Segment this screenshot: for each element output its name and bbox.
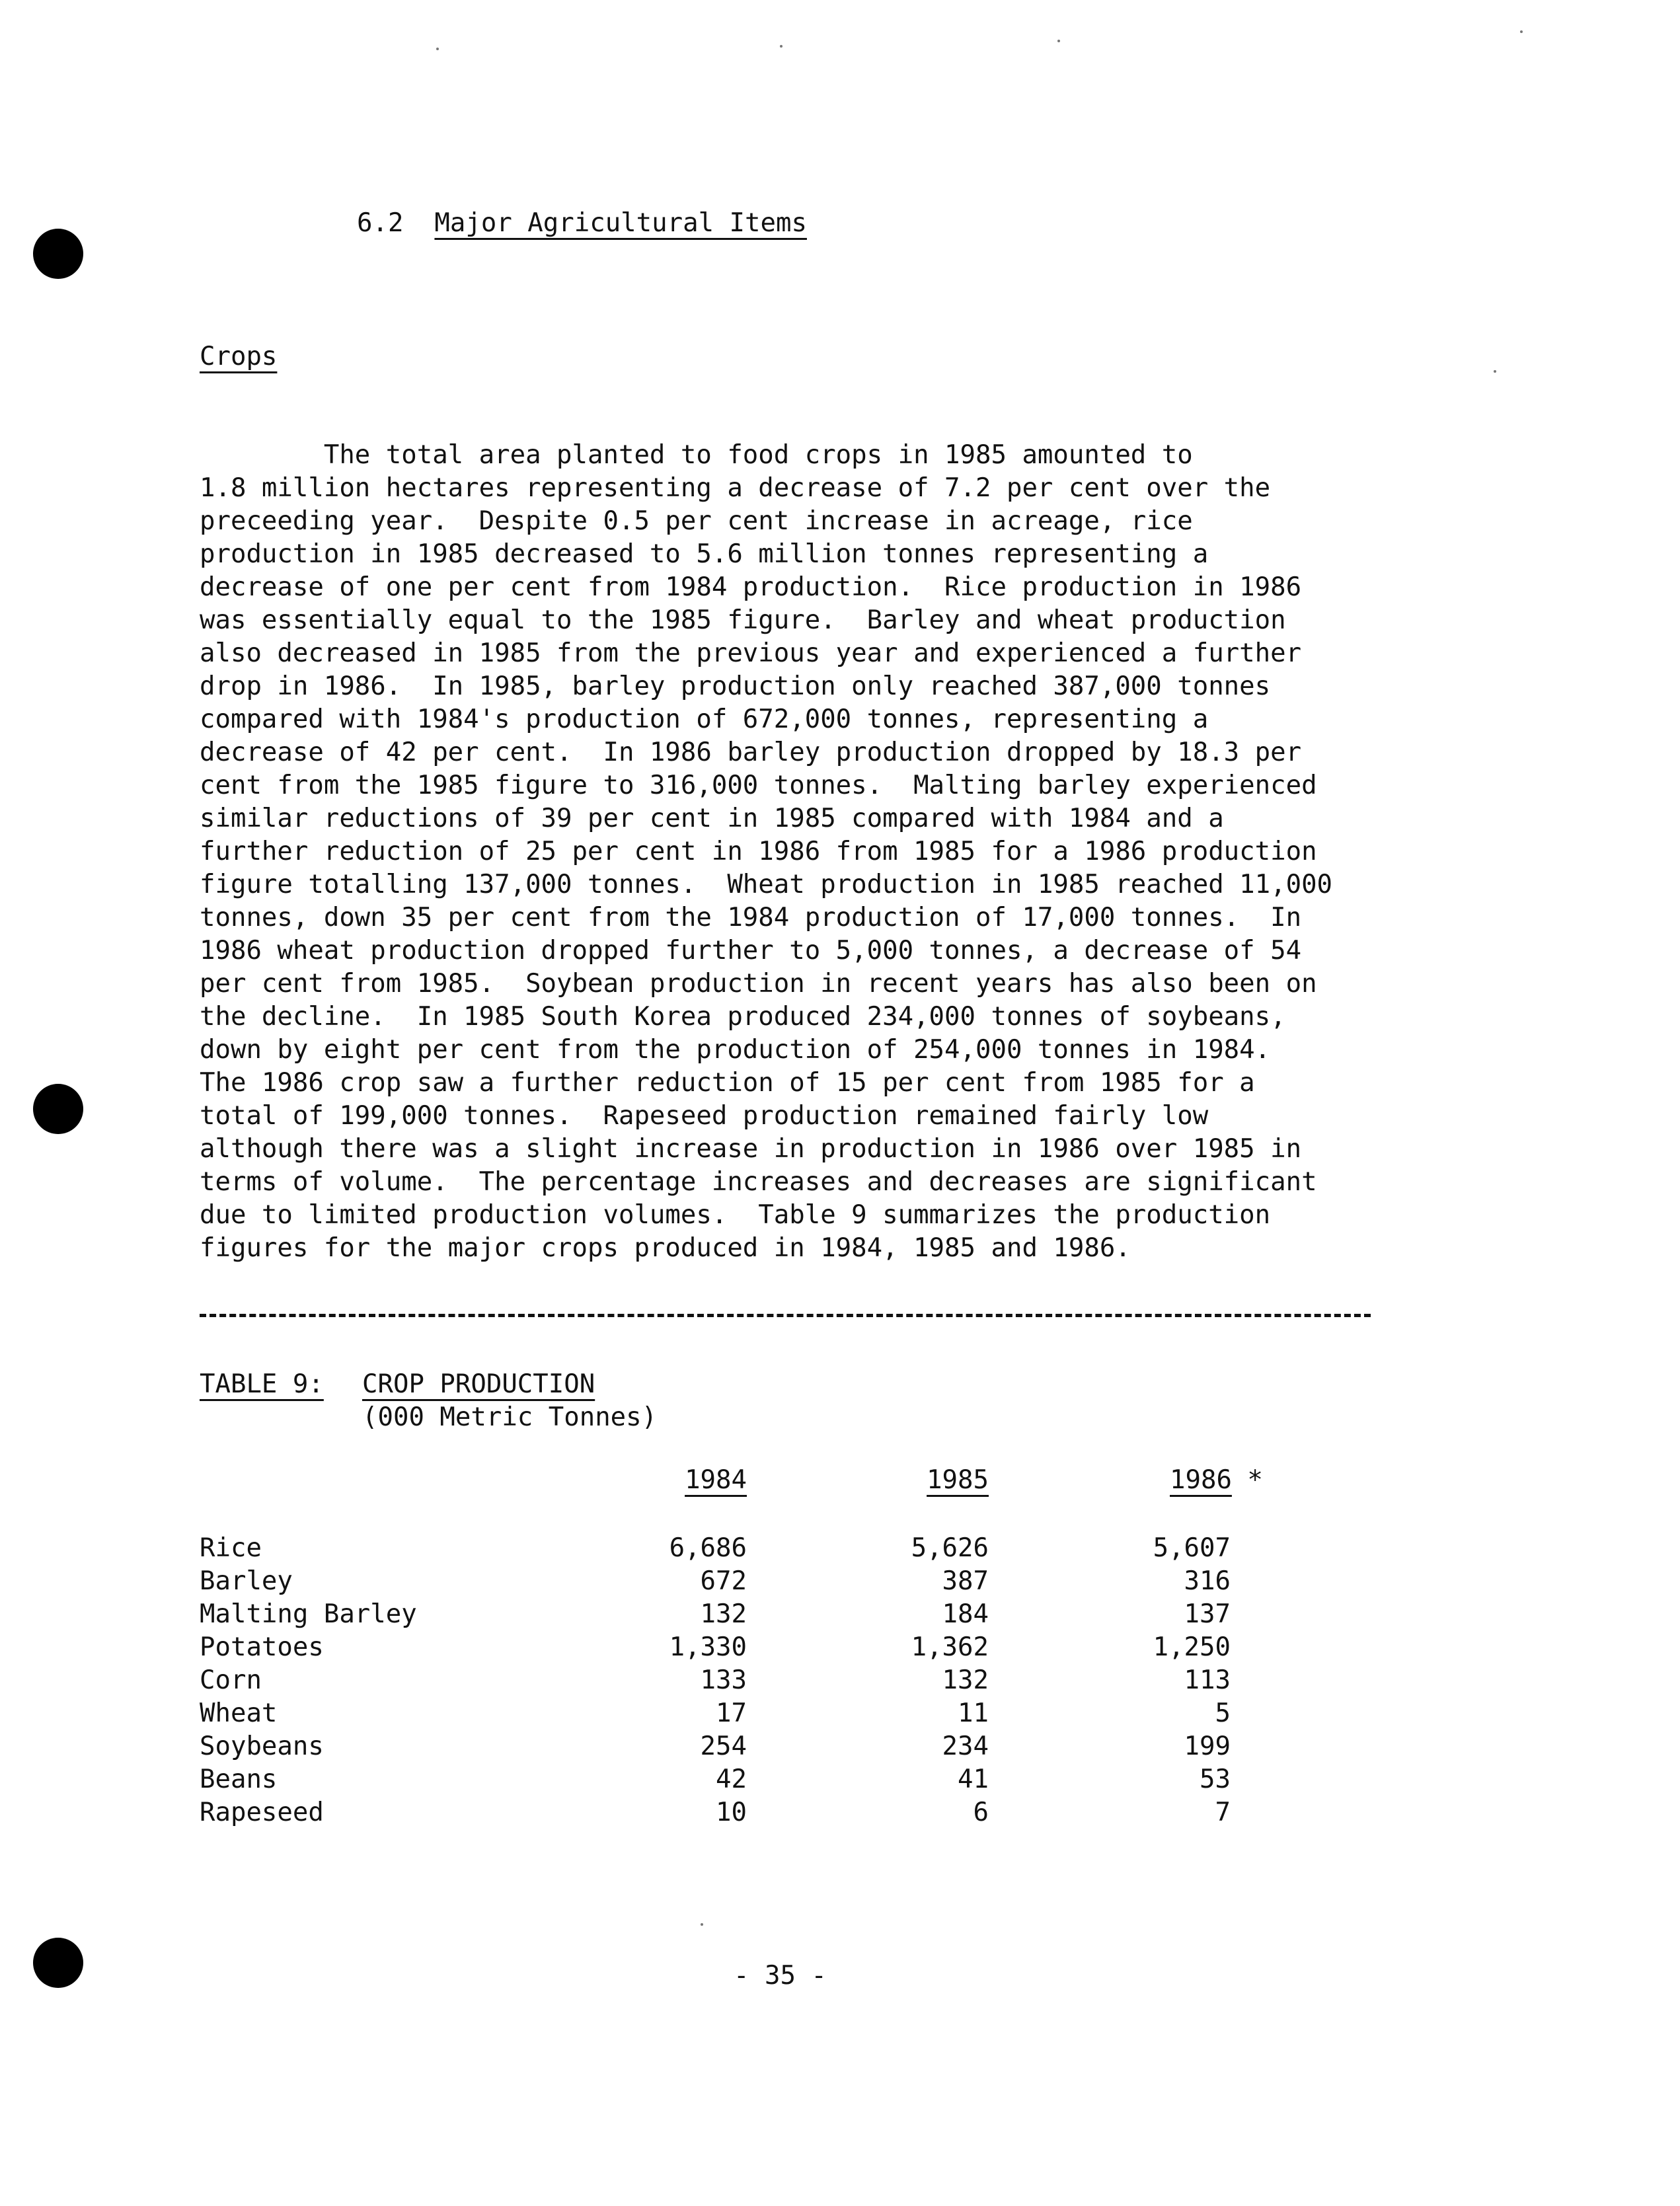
scan-speck	[780, 45, 783, 48]
body-line: per cent from 1985. Soybean production in recent years has also been on	[200, 969, 1317, 999]
crop-name: Soybeans	[200, 1731, 324, 1761]
body-line: similar reductions of 39 per cent in 1985 compared with 1984 and a	[200, 804, 1224, 833]
value-1984: 42	[716, 1765, 747, 1794]
body-line: 1.8 million hectares representing a decrease of 7.2 per cent over the	[200, 473, 1271, 503]
scan-speck	[701, 1923, 703, 1926]
body-line: production in 1985 decreased to 5.6 million tonnes representing a	[200, 539, 1209, 569]
table-row	[200, 1532, 1323, 1565]
value-1986: 5,607	[1153, 1533, 1231, 1563]
section-heading	[357, 206, 807, 241]
scan-speck	[1520, 30, 1523, 33]
table-row	[200, 1763, 1323, 1796]
column-header-1985: 1985	[927, 1465, 989, 1495]
binder-hole-bottom	[33, 1938, 83, 1988]
column-note-marker: *	[1247, 1465, 1263, 1495]
body-line: The 1986 crop saw a further reduction of 15 per cent from 1985 for a	[200, 1068, 1255, 1098]
page-number: - 35 -	[734, 1961, 827, 1991]
value-1984: 17	[716, 1698, 747, 1728]
scan-speck	[1494, 370, 1496, 373]
value-1984: 6,686	[669, 1533, 747, 1563]
table-label: TABLE 9:	[200, 1369, 324, 1399]
value-1984: 254	[700, 1731, 747, 1761]
body-line: was essentially equal to the 1985 figure. Barley and wheat production	[200, 605, 1286, 635]
value-1986: 316	[1184, 1566, 1231, 1596]
table-row	[200, 1796, 1323, 1829]
body-line: decrease of 42 per cent. In 1986 barley production dropped by 18.3 per	[200, 738, 1302, 767]
body-line: preceeding year. Despite 0.5 per cent increase in acreage, rice	[200, 506, 1193, 536]
body-line: terms of volume. The percentage increases and decreases are significant	[200, 1167, 1317, 1197]
crop-name: Wheat	[200, 1698, 278, 1728]
table-row	[200, 1697, 1323, 1730]
crop-name: Barley	[200, 1566, 293, 1596]
crop-name: Rapeseed	[200, 1798, 324, 1827]
body-line: down by eight per cent from the production of 254,000 tonnes in 1984.	[200, 1035, 1271, 1065]
binder-hole-middle	[33, 1084, 83, 1134]
crop-name: Malting Barley	[200, 1599, 417, 1629]
value-1985: 387	[942, 1566, 989, 1596]
body-line: compared with 1984's production of 672,000 tonnes, representing a	[200, 704, 1209, 734]
body-line: further reduction of 25 per cent in 1986 from 1985 for a 1986 production	[200, 837, 1317, 866]
value-1984: 672	[700, 1566, 747, 1596]
crop-production-table	[200, 1532, 1323, 1829]
value-1985: 5,626	[911, 1533, 989, 1563]
body-line: total of 199,000 tonnes. Rapeseed production remained fairly low	[200, 1101, 1209, 1131]
table-title: CROP PRODUCTION	[362, 1369, 595, 1399]
body-line: The total area planted to food crops in 1985 amounted to	[200, 440, 1193, 470]
table-row	[200, 1730, 1323, 1763]
value-1984: 1,330	[669, 1632, 747, 1662]
table-row	[200, 1565, 1323, 1598]
column-header-1984: 1984	[685, 1465, 747, 1495]
crop-name: Beans	[200, 1765, 278, 1794]
value-1986: 1,250	[1153, 1632, 1231, 1662]
value-1986: 199	[1184, 1731, 1231, 1761]
value-1984: 10	[716, 1798, 747, 1827]
column-header-1986: 1986 *	[1170, 1465, 1263, 1495]
body-line: 1986 wheat production dropped further to 5,000 tonnes, a decrease of 54	[200, 936, 1302, 966]
body-line: figure totalling 137,000 tonnes. Wheat production in 1985 reached 11,000	[200, 870, 1333, 899]
crop-name: Rice	[200, 1533, 262, 1563]
value-1985: 234	[942, 1731, 989, 1761]
body-line: figures for the major crops produced in 1984, 1985 and 1986.	[200, 1233, 1131, 1263]
table-row	[200, 1664, 1323, 1697]
value-1985: 6	[973, 1798, 989, 1827]
body-line: also decreased in 1985 from the previous year and experienced a further	[200, 638, 1302, 668]
body-line: cent from the 1985 figure to 316,000 tonnes. Malting barley experienced	[200, 771, 1317, 800]
value-1985: 41	[958, 1765, 989, 1794]
table-row	[200, 1598, 1323, 1631]
binder-hole-top	[33, 229, 83, 279]
body-line: the decline. In 1985 South Korea produced 234,000 tonnes of soybeans,	[200, 1002, 1286, 1032]
value-1985: 1,362	[911, 1632, 989, 1662]
value-1985: 132	[942, 1665, 989, 1695]
table-row	[200, 1631, 1323, 1664]
value-1986: 7	[1215, 1798, 1231, 1827]
value-1986: 53	[1200, 1765, 1231, 1794]
section-number: 6.2	[357, 208, 404, 238]
value-1986: 113	[1184, 1665, 1231, 1695]
value-1985: 11	[958, 1698, 989, 1728]
value-1984: 132	[700, 1599, 747, 1629]
value-1986: 137	[1184, 1599, 1231, 1629]
table-unit: (000 Metric Tonnes)	[362, 1402, 658, 1432]
scan-speck	[436, 48, 439, 50]
value-1986: 5	[1215, 1698, 1231, 1728]
dashed-divider	[200, 1314, 1371, 1317]
scan-speck	[1057, 40, 1060, 42]
body-line: decrease of one per cent from 1984 production. Rice production in 1986	[200, 572, 1302, 602]
body-line: drop in 1986. In 1985, barley production only reached 387,000 tonnes	[200, 671, 1271, 701]
crop-name: Corn	[200, 1665, 262, 1695]
subheading-crops: Crops	[200, 342, 278, 371]
body-line: although there was a slight increase in production in 1986 over 1985 in	[200, 1134, 1302, 1164]
value-1985: 184	[942, 1599, 989, 1629]
body-paragraph	[200, 439, 1402, 1265]
body-line: due to limited production volumes. Table 9 summarizes the production	[200, 1200, 1271, 1230]
section-title: Major Agricultural Items	[434, 208, 807, 238]
value-1984: 133	[700, 1665, 747, 1695]
crop-name: Potatoes	[200, 1632, 324, 1662]
body-line: tonnes, down 35 per cent from the 1984 production of 17,000 tonnes. In	[200, 903, 1302, 932]
